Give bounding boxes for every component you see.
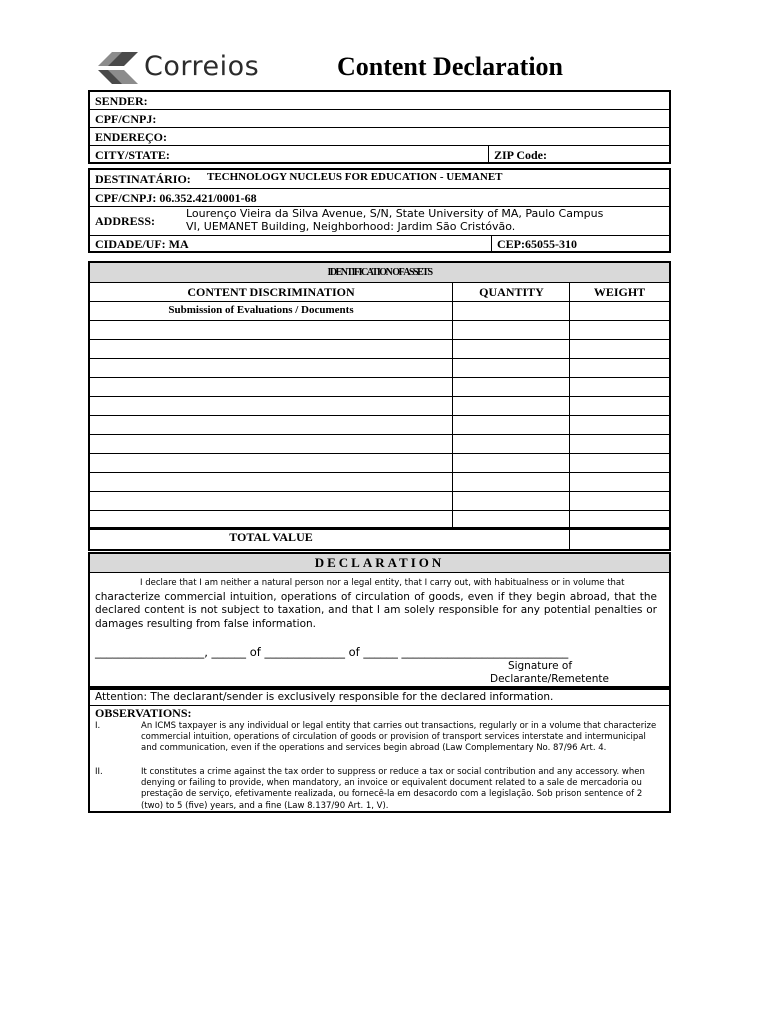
- sender-cpf-label: CPF/CNPJ:: [95, 112, 157, 126]
- assets-table: [88, 261, 671, 551]
- table-row: [90, 435, 669, 454]
- sender-section: [88, 90, 671, 164]
- date-signature-line[interactable]: ___________________, ______ of ______________ of ______ _____________________________: [95, 645, 569, 659]
- weight-cell[interactable]: [569, 321, 669, 339]
- quantity-cell[interactable]: [452, 492, 570, 510]
- recipient-address-label: ADDRESS:: [95, 214, 156, 228]
- observation-number: II.: [95, 767, 103, 777]
- table-row: [90, 454, 669, 473]
- sender-city-label: CITY/STATE:: [95, 148, 170, 162]
- recipient-cep: CEP:65055-310: [497, 237, 577, 251]
- table-row: [90, 416, 669, 435]
- sender-label: SENDER:: [95, 94, 148, 108]
- declaration-title: DECLARATION: [90, 554, 669, 573]
- observation-text: It constitutes a crime against the tax order to suppress or reduce a tax or social contribution and any accessory. when denying or failing to provide, when mandatory, an invoice or equivalent document related to a sale de mercadoria ou prestação de serviço, efetivamente realizada, ou fornecê-la em desacordo com a legislação. Sob prison sentence of 2 (two) to 5 (five) years, and a fine (Law 8.137/90 Art. 1, V).: [141, 767, 645, 811]
- quantity-cell[interactable]: [452, 397, 570, 415]
- quantity-cell[interactable]: [452, 359, 570, 377]
- declaration-text: [95, 577, 657, 631]
- recipient-name-value: TECHNOLOGY NUCLEUS FOR EDUCATION - UEMANET: [207, 171, 503, 183]
- weight-cell[interactable]: [569, 378, 669, 396]
- recipient-section: [88, 168, 671, 253]
- table-row: [90, 340, 669, 359]
- sender-city-row[interactable]: [90, 146, 669, 164]
- sender-row[interactable]: [90, 92, 669, 110]
- cell-text: Submission of Evaluations / Documents: [168, 304, 354, 316]
- sender-address-label: ENDEREÇO:: [95, 130, 168, 144]
- observation-text: An ICMS taxpayer is any individual or legal entity that carries out transactions, regularly or in a volume that characterize commercial intuition, operations of circulation of goods or provision of transport services interstate and intermunicipal and communication, even if the operations and services begin abroad (Law Complementary No. 87/96 Art. 4.: [141, 721, 657, 754]
- recipient-city: CIDADE/UF: MA: [95, 237, 189, 251]
- table-row: [90, 473, 669, 492]
- recipient-cpf-row[interactable]: [90, 189, 669, 207]
- table-row: [90, 302, 669, 321]
- quantity-cell[interactable]: [452, 321, 570, 339]
- signature-caption-line1: Signature of: [507, 660, 573, 672]
- content-cell[interactable]: [90, 492, 452, 510]
- table-row: [90, 378, 669, 397]
- correios-logo: [94, 50, 270, 90]
- declaration-line1: I declare that I am neither a natural person nor a legal entity, that I carry out, with habitualness or in volume that: [140, 578, 625, 588]
- content-cell[interactable]: [90, 435, 452, 453]
- total-value-row: [90, 527, 669, 549]
- signature-caption: [490, 660, 609, 686]
- page-title: Content Declaration: [337, 52, 564, 81]
- weight-cell[interactable]: [569, 397, 669, 415]
- observation-item-2: [95, 767, 659, 812]
- column-header-content: CONTENT DISCRIMINATION: [187, 285, 355, 299]
- quantity-cell[interactable]: [452, 302, 570, 320]
- content-cell[interactable]: [90, 378, 452, 396]
- recipient-city-row[interactable]: [90, 236, 669, 253]
- assets-column-headers: [90, 283, 669, 302]
- sender-cpf-row[interactable]: [90, 110, 669, 128]
- table-row: [90, 359, 669, 378]
- weight-cell[interactable]: [569, 473, 669, 491]
- declaration-body: characterize commercial intuition, operations of circulation of goods, even if they begin abroad, that the declared content is not subject to taxation, and that I am solely responsible for any potential penalties or damages resulting from false information.: [95, 590, 657, 630]
- weight-cell[interactable]: [569, 454, 669, 472]
- declaration-section: [88, 552, 671, 688]
- quantity-cell[interactable]: [452, 340, 570, 358]
- content-cell[interactable]: [90, 397, 452, 415]
- column-header-weight: WEIGHT: [593, 285, 646, 299]
- content-cell[interactable]: [90, 454, 452, 472]
- weight-cell[interactable]: [569, 416, 669, 434]
- content-cell[interactable]: [90, 359, 452, 377]
- table-row: [90, 321, 669, 340]
- recipient-address-line1: Lourenço Vieira da Silva Avenue, S/N, State University of MA, Paulo Campus: [186, 207, 604, 220]
- quantity-cell[interactable]: [452, 454, 570, 472]
- quantity-cell[interactable]: [452, 435, 570, 453]
- content-cell[interactable]: [90, 302, 452, 320]
- recipient-cpf: CPF/CNPJ: 06.352.421/0001-68: [95, 191, 257, 205]
- content-cell[interactable]: [90, 321, 452, 339]
- sender-zip-label: ZIP Code:: [494, 148, 548, 162]
- content-cell[interactable]: [90, 416, 452, 434]
- table-row: [90, 492, 669, 511]
- quantity-cell[interactable]: [452, 416, 570, 434]
- observation-number: I.: [95, 721, 101, 731]
- assets-section-title: IDENTIFICATION OF ASSETS: [90, 263, 669, 283]
- signature-caption-line2: Declarante/Remetente: [490, 673, 609, 685]
- weight-cell[interactable]: [569, 302, 669, 320]
- column-header-quantity: QUANTITY: [479, 285, 544, 299]
- recipient-address-row[interactable]: [90, 207, 669, 236]
- recipient-name-row[interactable]: [90, 170, 669, 189]
- weight-cell[interactable]: [569, 340, 669, 358]
- content-cell[interactable]: [90, 473, 452, 491]
- quantity-cell[interactable]: [452, 473, 570, 491]
- recipient-name-label: DESTINATÁRIO:: [95, 172, 191, 186]
- table-row: [90, 397, 669, 416]
- weight-cell[interactable]: [569, 359, 669, 377]
- attention-notice: Attention: The declarant/sender is exclusively responsible for the declared information.: [90, 690, 669, 706]
- total-value-label: TOTAL VALUE: [229, 530, 313, 544]
- assets-rows: [90, 302, 669, 530]
- logo-text: Correios: [144, 51, 260, 82]
- sender-address-row[interactable]: [90, 128, 669, 146]
- quantity-cell[interactable]: [452, 378, 570, 396]
- observations-section: [88, 688, 671, 813]
- recipient-address-line2: VI, UEMANET Building, Neighborhood: Jardim São Cristóvão.: [186, 220, 516, 233]
- content-cell[interactable]: [90, 340, 452, 358]
- weight-cell[interactable]: [569, 435, 669, 453]
- correios-logo-icon: [94, 50, 142, 86]
- weight-cell[interactable]: [569, 492, 669, 510]
- observation-item-1: [95, 721, 659, 755]
- observations-title: OBSERVATIONS:: [95, 706, 192, 720]
- total-value-cell[interactable]: [569, 529, 669, 549]
